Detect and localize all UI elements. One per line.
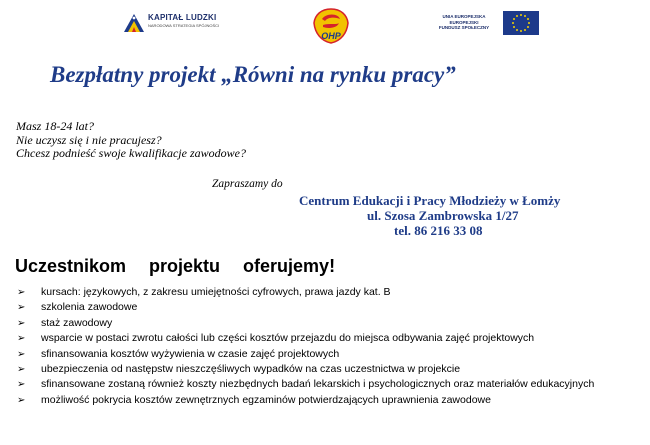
center-info (299, 193, 560, 238)
offer-text: kursach: językowych, z zakresu umiejętności cyfrowych, prawa jazdy kat. B (41, 286, 391, 298)
offer-text: ubezpieczenia od następstw nieszczęśliwych wypadków na czas uczestnictwa w projekcie (41, 363, 461, 376)
offer-text: staż zawodowy (41, 316, 113, 329)
kapital-ludzki-logo (122, 12, 222, 34)
ohp-logo (311, 7, 351, 45)
list-item (17, 300, 641, 315)
arrow-bullet-icon: ➢ (17, 364, 26, 376)
arrow-bullet-icon: ➢ (17, 394, 26, 406)
offer-text: sfinansowania kosztów wyżywienia w czasie zajęć projektowych (41, 347, 340, 360)
list-item (17, 316, 641, 331)
kapital-ludzki-subtitle: NARODOWA STRATEGIA SPÓJNOŚCI (148, 23, 220, 28)
list-item (17, 331, 641, 346)
eu-logo (430, 11, 542, 35)
question-qualifications: Chcesz podnieść swoje kwalifikacje zawodowe? (16, 146, 246, 160)
list-item (17, 393, 641, 408)
kapital-ludzki-title: KAPITAŁ LUDZKI (148, 13, 217, 22)
arrow-bullet-icon: ➢ (17, 379, 26, 391)
arrow-bullet-icon: ➢ (17, 317, 26, 329)
arrow-bullet-icon: ➢ (17, 348, 26, 360)
offer-heading: Uczestnikom projektu oferujemy! (15, 256, 336, 276)
eu-line3: FUNDUSZ SPOŁECZNY (438, 25, 490, 30)
center-name: Centrum Edukacji i Pracy Młodzieży w Łomży (299, 193, 561, 208)
offer-list (17, 285, 641, 408)
invite-text: Zapraszamy do (212, 178, 283, 190)
page-title: Bezpłatny projekt „Równi na rynku pracy” (50, 62, 456, 87)
offer-text: wsparcie w postaci zwrotu całości lub części kosztów przejazdu do miejsca odbywania zajęć projektowych (41, 332, 535, 345)
list-item (17, 362, 641, 377)
eu-line2: EUROPEJSKI (449, 19, 479, 25)
list-item (17, 347, 641, 362)
eu-flag-icon (503, 11, 539, 35)
arrow-bullet-icon: ➢ (17, 287, 26, 298)
question-status: Nie uczysz się i nie pracujesz? (16, 132, 162, 147)
kapital-ludzki-emblem-icon (122, 12, 146, 34)
questions-block (16, 120, 246, 161)
offer-text: szkolenia zawodowe (41, 301, 138, 314)
list-item (17, 377, 641, 392)
offer-text: sfinansowane zostaną również koszty niezbędnych badań lekarskich i psychologicznych oraz materiałów edukacyjnych (41, 378, 595, 391)
arrow-bullet-icon: ➢ (17, 333, 26, 345)
question-age: Masz 18-24 lat? (16, 119, 94, 133)
center-address: ul. Szosa Zambrowska 1/27 (367, 208, 519, 223)
list-item (17, 285, 641, 300)
arrow-bullet-icon: ➢ (17, 302, 26, 314)
eu-line1: UNIA EUROPEJSKA (442, 14, 486, 19)
offer-text: możliwość pokrycia kosztów zewnętrznych egzaminów potwierdzających uprawnienia zawodowe (41, 393, 491, 406)
center-phone: tel. 86 216 33 08 (394, 223, 483, 238)
eu-text-block (430, 14, 498, 31)
ohp-text: OHP (321, 31, 341, 41)
